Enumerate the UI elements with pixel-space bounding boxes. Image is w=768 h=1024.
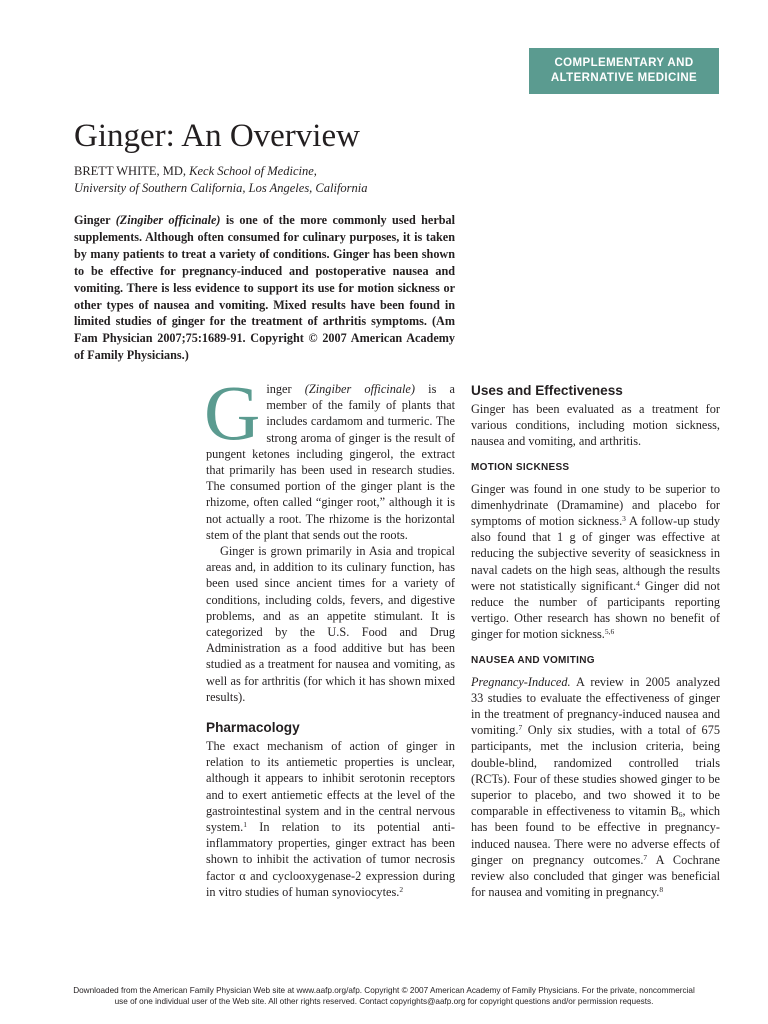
ref-5-6: 5,6 <box>604 627 615 637</box>
intro-text-1b: is a member of the family of plants that includes cardamom and turmeric. The strong aroma of ginger is the result of pungent ketones including gingerol, the extract that primarily has been used in research studies. The consumed portion of the ginger plant is the rhizome, often called “ginger root,” although it is not actually a root. The rhizome is the horizontal stem of the plant that sends out the roots. <box>206 382 456 542</box>
motion-text-1: Ginger was found in one study to be superior to dimenhydrinate (Dramamine) and placebo for symptoms of motion sickness. <box>471 481 720 529</box>
ref-8: 8 <box>659 885 664 895</box>
footer-line-2: use of one individual user of the Web site. All other rights reserved. Contact copyrights@aafp.org for copyright questions and/or permission requests. <box>114 997 654 1006</box>
intro-text-1a: inger <box>266 382 305 396</box>
column-right <box>471 381 720 900</box>
motion-text-3: Ginger did not reduce the number of participants reporting vertigo. Other research has shown no benefit of ginger for motion sickness. <box>471 578 720 642</box>
footer-line-1: Downloaded from the American Family Physician Web site at www.aafp.org/afp. Copyright © 2007 American Academy of Family Physicians. For the private, noncommercial <box>73 986 695 995</box>
column-middle <box>204 369 456 900</box>
motion-text-2: A follow-up study also found that 1 g of ginger was effective at reducing the subjective severity of seasickness in naval cadets on the high seas, although the results were not statistically significant. <box>471 514 721 593</box>
ref-7a: 7 <box>518 723 523 733</box>
author-affiliation-1: Keck School of Medicine, <box>189 164 317 178</box>
vitamin-subscript: 6 <box>678 810 683 820</box>
ref-3: 3 <box>622 514 626 524</box>
author-name: BRETT WHITE, MD, <box>74 164 187 178</box>
uses-paragraph: Ginger has been evaluated as a treatment for various conditions, including motion sickness, nausea and vomiting, and arthritis. <box>471 402 720 449</box>
intro-paragraph-1 <box>204 369 456 543</box>
nausea-vomiting-heading: NAUSEA AND VOMITING <box>471 654 595 666</box>
ref-1: 1 <box>243 820 247 830</box>
ref-7b: 7 <box>643 852 648 862</box>
nausea-text-1: A review in 2005 analyzed 33 studies to evaluate the effectiveness of ginger in the treatment of pregnancy-induced nausea and vomiting. <box>471 674 720 738</box>
ref-2: 2 <box>399 884 404 894</box>
abstract-text-2: is one of the more commonly used herbal supplements. Although often consumed for culinary purposes, it is taken by many patients to treat a variety of conditions. Ginger has been shown to be effective for pregnancy-induced and postoperative nausea and vomiting. There is less evidence to support its use for motion sickness or other types of nausea and vomiting. Mixed results have been found in limited studies of ginger for the treatment of arthritis symptoms. (Am Fam Physician 2007;75:1689-91. Copyright © 2007 American Academy of Family Physicians.) <box>74 213 455 363</box>
pharmacology-paragraph <box>206 738 455 900</box>
pharmacology-text-2: In relation to its potential anti-inflammatory properties, ginger extract has been shown to inhibit the activation of tumor necrosis factor α and cyclooxygenase-2 expression during in vitro studies of human synoviocytes. <box>206 820 455 899</box>
ref-4: 4 <box>636 578 640 588</box>
author-affiliation-2: University of Southern California, Los Angeles, California <box>74 181 368 195</box>
motion-sickness-heading: MOTION SICKNESS <box>471 461 570 473</box>
nausea-text-2: Only six studies, with a total of 675 participants, met the inclusion criteria, being double-blind, randomized controlled trials (RCTs). Four of these studies showed ginger to be superior to placebo, and two showed it to be comparable in effectiveness to vitamin B <box>471 723 720 819</box>
uses-heading: Uses and Effectiveness <box>471 383 623 398</box>
pharmacology-heading: Pharmacology <box>206 720 300 736</box>
abstract-text-1: Ginger <box>74 213 116 227</box>
copyright-footer <box>50 985 718 1007</box>
drop-cap: G <box>204 369 261 456</box>
pregnancy-induced-lead: Pregnancy-Induced. <box>471 674 571 689</box>
abstract <box>74 212 455 364</box>
section-tag <box>529 48 719 94</box>
intro-species-name: (Zingiber officinale) <box>304 382 415 396</box>
nausea-paragraph <box>471 674 720 901</box>
section-tag-line-1: COMPLEMENTARY AND <box>554 57 694 69</box>
section-tag-line-2: ALTERNATIVE MEDICINE <box>550 72 698 84</box>
intro-paragraph-2: Ginger is grown primarily in Asia and tropical areas and, in addition to its culinary function, has been used since ancient times for a variety of conditions, including colds, fevers, and digestive problems, and as an appetite stimulant. It is categorized by the U.S. Food and Drug Administration as a food additive but has been studied as a treatment for nausea and vomiting, as well as for arthritis (for which it has shown mixed results). <box>206 544 455 704</box>
article-title: Ginger: An Overview <box>74 118 360 154</box>
byline <box>74 163 494 197</box>
abstract-species-name: (Zingiber officinale) <box>115 213 221 227</box>
nausea-text-4: A Cochrane review also concluded that ginger was beneficial for nausea and vomiting in pregnancy. <box>471 852 720 900</box>
pharmacology-text-1: The exact mechanism of action of ginger in relation to its antiemetic properties is unclear, although it appears to inhibit serotonin receptors and to exert antiemetic effects at the level of the gastrointestinal system and in the central nervous system. <box>206 739 455 835</box>
motion-sickness-paragraph <box>471 481 720 643</box>
nausea-text-3: , which has been found to be effective in pregnancy-induced nausea. There were no adverse effects of ginger on pregnancy outcomes. <box>471 804 720 867</box>
